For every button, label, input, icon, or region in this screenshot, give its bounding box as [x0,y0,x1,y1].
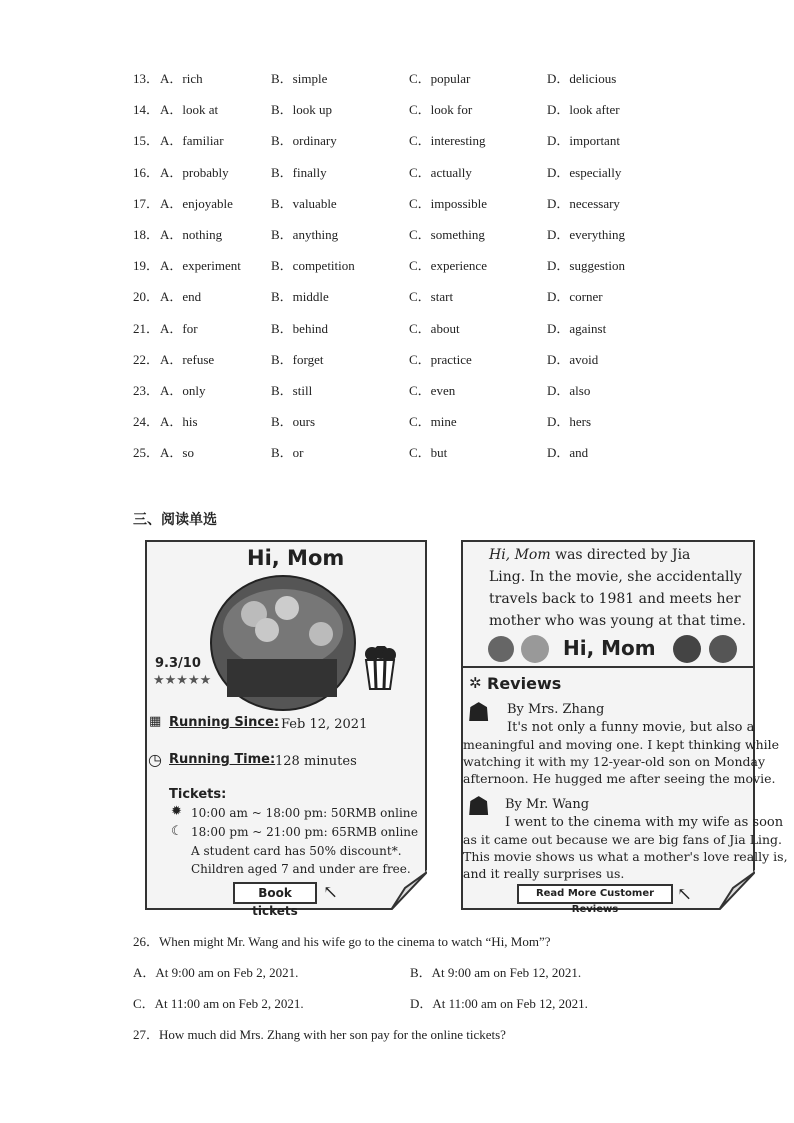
review2-author: By Mr. Wang [505,797,590,812]
review2-line2: as it came out because we are big fans of Jia Ling. [463,832,783,847]
option-c[interactable]: C．even [409,383,456,398]
q26-option-a[interactable]: A．At 9:00 am on Feb 2, 2021. [133,965,299,980]
option-a[interactable]: A．refuse [160,351,215,367]
option-row [133,442,753,462]
question-number: 19． [133,258,160,274]
option-d[interactable]: D．especially [547,164,622,180]
option-b[interactable]: B．or [271,445,304,461]
intro-movie-italic: Hi, Mom [489,547,551,563]
option-row [133,349,753,369]
option-row [133,162,753,182]
review2-line4: and it really surprises us. [463,866,625,881]
option-row [133,224,753,244]
intro-line-4: mother who was young at that time. [489,613,747,629]
review1-line2: meaningful and moving one. I kept thinking while [463,737,780,752]
option-row [133,193,753,213]
option-b[interactable]: B．look up [271,102,333,118]
intro-line-3: travels back to 1981 and meets her [489,591,741,607]
running-since-value: Feb 12, 2021 [281,717,368,732]
book-tickets-button[interactable]: Book tickets [233,882,317,904]
question-number: 16． [133,164,160,180]
option-row [133,130,753,150]
children-free: Children aged 7 and under are free. [191,862,411,876]
option-c[interactable]: C．start [409,289,454,305]
question-27: 27．How much did Mrs. Zhang with her son pay for the online tickets? [133,1027,506,1042]
option-d[interactable]: D．suggestion [547,258,626,274]
intro-line-1 [489,547,690,563]
option-b[interactable]: B．competition [271,258,355,274]
star-badge-icon: ✲ [469,674,482,692]
option-a[interactable]: A．for [160,320,198,336]
option-c[interactable]: C．interesting [409,133,486,149]
clock-icon: ◷ [148,750,162,769]
option-row [133,318,753,338]
option-b[interactable]: B．valuable [271,195,337,211]
option-b[interactable]: B．forget [271,351,324,367]
option-row [133,286,753,306]
q26-option-d[interactable]: D．At 11:00 am on Feb 12, 2021. [410,996,588,1011]
rating: 9.3/10 [155,656,201,671]
review1-line4: afternoon. He hugged me after seeing the movie. [463,771,776,786]
option-d[interactable]: D．also [547,383,591,398]
option-c[interactable]: C．actually [409,164,472,180]
review1-author: By Mrs. Zhang [507,702,605,717]
option-d[interactable]: D．against [547,320,607,336]
question-number: 14． [133,102,160,118]
option-a[interactable]: A．nothing [160,227,223,242]
question-number: 22． [133,351,160,367]
question-number: 24． [133,414,160,430]
option-row [133,255,753,275]
review1-line1: It's not only a funny movie, but also a [507,720,755,735]
option-d[interactable]: D．necessary [547,195,620,211]
option-b[interactable]: B．ordinary [271,133,337,149]
review2-line3: This movie shows us what a mother's love really is, [463,849,788,864]
option-a[interactable]: A．familiar [160,133,224,149]
read-more-reviews-button[interactable]: Read More Customer Reviews [517,884,673,904]
tickets-label: Tickets: [169,787,227,802]
movie-info-panel [461,540,788,915]
strip-title: Hi, Mom [563,636,656,660]
option-d[interactable]: D．everything [547,227,625,242]
question-number: 18． [133,227,160,242]
question-number: 23． [133,383,160,398]
ticket-night: 18:00 pm ~ 21:00 pm: 65RMB online [191,825,419,839]
option-a[interactable]: A．so [160,445,194,461]
running-since-label: Running Since: [169,715,280,730]
option-c[interactable]: C．practice [409,351,472,367]
section-title: 三、阅读单选 [133,512,217,528]
review2-line1: I went to the cinema with my wife as soon [505,815,784,830]
option-b[interactable]: B．middle [271,289,329,305]
option-b[interactable]: B．ours [271,414,316,430]
woman-avatar-icon: ☗ [467,698,491,728]
intro-line-2: Ling. In the movie, she accidentally [489,569,742,585]
reviews-heading: Reviews [487,674,562,693]
ticket-day: 10:00 am ~ 18:00 pm: 50RMB online [191,806,418,820]
stars: ★★★★★ [153,673,212,688]
option-c[interactable]: C．mine [409,414,457,430]
option-a[interactable]: A．only [160,383,206,398]
running-time-value: 128 minutes [275,754,357,769]
calendar-icon: ▦ [149,714,162,729]
student-discount: A student card has 50% discount*. [191,844,402,858]
option-row [133,380,753,400]
page-curl [391,870,427,910]
moon-icon: ☾ [171,824,183,839]
question-number: 15． [133,133,160,149]
option-c[interactable]: C．impossible [409,195,488,211]
sun-icon: ✹ [171,804,182,819]
option-a[interactable]: A．rich [160,71,203,86]
question-number: 17． [133,195,160,211]
option-c[interactable]: C．popular [409,71,471,86]
intro-line-1-rest: was directed by Jia [550,547,691,563]
option-c[interactable]: C．look for [409,102,473,118]
man-avatar-icon: ☗ [467,792,491,822]
cursor-icon: ↖ [323,882,339,903]
option-a[interactable]: A．enjoyable [160,195,233,211]
movie-poster [145,540,427,918]
option-b[interactable]: B．behind [271,320,329,336]
option-c[interactable]: C．experience [409,258,487,274]
option-d[interactable]: D．look after [547,102,620,118]
question-26: 26．When might Mr. Wang and his wife go to the cinema to watch “Hi, Mom”? [133,934,551,949]
question-number: 25． [133,445,160,461]
cursor-icon: ↖ [677,884,693,905]
option-row [133,68,753,88]
option-a[interactable]: A．end [160,289,202,305]
divider [463,666,753,668]
page-curl [719,870,755,910]
question-number: 13． [133,71,160,86]
movie-photo-circle [209,574,357,712]
option-d[interactable]: D．corner [547,289,603,305]
option-d[interactable]: D．avoid [547,351,599,367]
question-number: 21． [133,320,160,336]
popcorn-icon [363,646,397,690]
question-number: 20． [133,289,160,305]
q26-option-c[interactable]: C．At 11:00 am on Feb 2, 2021. [133,996,304,1011]
option-d[interactable]: D．hers [547,414,592,430]
option-c[interactable]: C．but [409,445,448,461]
option-row [133,99,753,119]
option-a[interactable]: A．probably [160,164,229,180]
option-b[interactable]: B．simple [271,71,328,86]
q26-option-b[interactable]: B．At 9:00 am on Feb 12, 2021. [410,965,582,980]
option-a[interactable]: A．look at [160,102,219,118]
option-a[interactable]: A．his [160,414,198,430]
option-d[interactable]: D．and [547,445,589,461]
running-time-label: Running Time: [169,752,276,767]
review1-line3: watching it with my 12-year-old son on Monday [463,754,766,769]
option-c[interactable]: C．about [409,320,460,336]
option-a[interactable]: A．experiment [160,258,241,274]
poster-title: Hi, Mom [247,546,345,570]
option-row [133,411,753,431]
option-d[interactable]: D．delicious [547,71,617,86]
option-b[interactable]: B．still [271,383,313,398]
option-d[interactable]: D．important [547,133,620,149]
option-b[interactable]: B．anything [271,227,339,242]
option-b[interactable]: B．finally [271,164,327,180]
option-c[interactable]: C．something [409,227,485,242]
